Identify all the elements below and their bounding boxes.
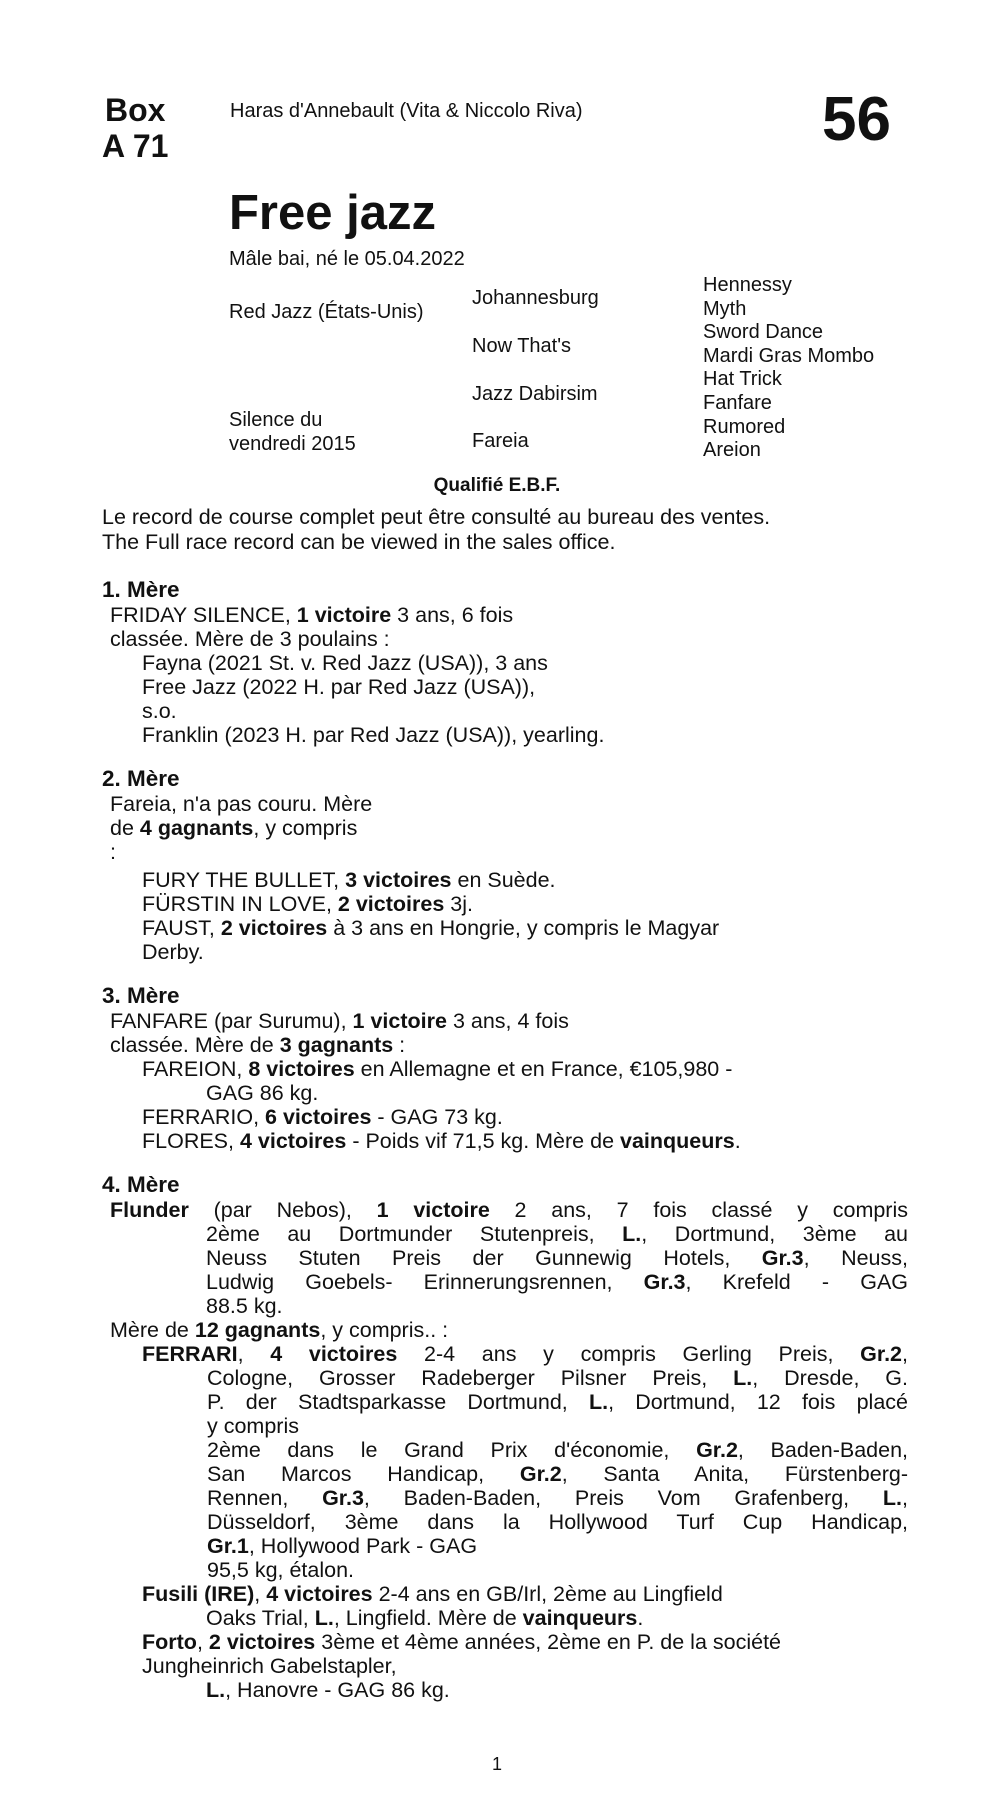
text-line: FÜRSTIN IN LOVE, 2 victoires 3j.	[142, 892, 473, 916]
pedigree-ggp: Rumored	[703, 415, 786, 438]
box-label	[102, 92, 168, 164]
text-line: Franklin (2023 H. par Red Jazz (USA)), yearling.	[142, 723, 605, 747]
text-line: P. der Stadtsparkasse Dortmund, L., Dortmund, 12 fois placé	[207, 1390, 909, 1414]
text-line: FAUST, 2 victoires à 3 ans en Hongrie, y compris le Magyar	[142, 916, 720, 940]
pedigree-grandparent: Jazz Dabirsim	[472, 383, 598, 405]
section-third-dam	[102, 984, 908, 1153]
text-line: FRIDAY SILENCE, 1 victoire 3 ans, 6 fois	[110, 603, 514, 627]
text-line: FERRARIO, 6 victoires - GAG 73 kg.	[142, 1105, 503, 1129]
text-line: Mère de 12 gagnants, y compris.. :	[110, 1318, 449, 1342]
text-line: FAREION, 8 victoires en Allemagne et en France, €105,980 -	[142, 1057, 733, 1081]
pedigree-ggp: Areion	[703, 439, 761, 462]
pedigree-ggp: Hennessy	[703, 274, 792, 296]
pedigree-sire: Red Jazz (États-Unis)	[229, 301, 424, 323]
text-line: Jungheinrich Gabelstapler,	[142, 1654, 397, 1678]
section-heading: 1. Mère	[102, 577, 180, 602]
text-line: Cologne, Grosser Radeberger Pilsner Preis, L., Dresde, G.	[207, 1366, 909, 1390]
text-line: FLORES, 4 victoires - Poids vif 71,5 kg. Mère de vainqueurs.	[142, 1129, 741, 1153]
text-line: FANFARE (par Surumu), 1 victoire 3 ans, 4 fois	[110, 1009, 569, 1033]
family-record	[102, 578, 908, 1702]
section-first-dam	[102, 578, 908, 747]
text-line: Rennen, Gr.3, Baden-Baden, Preis Vom Grafenberg, L.,	[207, 1486, 908, 1510]
text-line: GAG 86 kg.	[206, 1081, 319, 1105]
text-line: 2ème dans le Grand Prix d'économie, Gr.2, Baden-Baden,	[207, 1438, 908, 1462]
text-line: classée. Mère de 3 poulains :	[110, 627, 390, 651]
intro-fr: Le record de course complet peut être consulté au bureau des ventes.	[102, 505, 771, 529]
text-line: FERRARI, 4 victoires 2-4 ans y compris Gerling Preis, Gr.2,	[142, 1342, 908, 1366]
text-line: Ludwig Goebels- Erinnerungsrennen, Gr.3, Krefeld - GAG	[206, 1270, 909, 1294]
text-line: s.o.	[142, 699, 177, 723]
pedigree-ggp: Mardi Gras Mombo	[703, 344, 875, 367]
section-heading: 2. Mère	[102, 766, 180, 791]
text-line: Fayna (2021 St. v. Red Jazz (USA)), 3 ans	[142, 651, 548, 675]
pedigree-ggp: Fanfare	[703, 391, 772, 414]
section-heading: 3. Mère	[102, 983, 180, 1008]
text-line: Oaks Trial, L., Lingfield. Mère de vainqueurs.	[206, 1606, 644, 1630]
horse-name: Free jazz	[229, 186, 436, 240]
text-line: Neuss Stuten Preis der Gunnewig Hotels, Gr.3, Neuss,	[206, 1246, 908, 1270]
page-number: 1	[491, 1754, 502, 1774]
text-line: Düsseldorf, 3ème dans la Hollywood Turf Cup Handicap,	[207, 1510, 908, 1534]
box-number: A 71	[102, 128, 169, 164]
text-line: Flunder (par Nebos), 1 victoire 2 ans, 7 fois classé y compris	[110, 1198, 908, 1222]
text-line: :	[110, 840, 116, 864]
text-line: 88.5 kg.	[206, 1294, 283, 1318]
text-line: Free Jazz (2022 H. par Red Jazz (USA)),	[142, 675, 536, 699]
pedigree-ggp: Hat Trick	[703, 368, 782, 391]
text-line: de 4 gagnants, y compris	[110, 816, 358, 840]
text-line: L., Hanovre - GAG 86 kg.	[206, 1678, 450, 1702]
text-line: Forto, 2 victoires 3ème et 4ème années, 2ème en P. de la société	[142, 1630, 782, 1654]
qualification: Qualifié E.B.F.	[433, 475, 561, 496]
section-heading: 4. Mère	[102, 1172, 180, 1197]
section-fourth-dam	[102, 1173, 908, 1702]
pedigree-grandparent: Fareia	[472, 430, 529, 452]
text-line: Fusili (IRE), 4 victoires 2-4 ans en GB/Irl, 2ème au Lingfield	[142, 1582, 723, 1606]
text-line: Derby.	[142, 940, 204, 964]
text-line: FURY THE BULLET, 3 victoires en Suède.	[142, 868, 556, 892]
pedigree-dam: Silence du vendredi 2015	[229, 409, 356, 455]
text-line: 2ème au Dortmunder Stutenpreis, L., Dortmund, 3ème au	[206, 1222, 908, 1246]
text-line: Gr.1, Hollywood Park - GAG	[207, 1534, 478, 1558]
text-line: San Marcos Handicap, Gr.2, Santa Anita, Fürstenberg-	[207, 1462, 908, 1486]
intro-en: The Full race record can be viewed in the sales office.	[102, 530, 616, 554]
pedigree-grandparent: Johannesburg	[472, 287, 599, 309]
text-line: classée. Mère de 3 gagnants :	[110, 1033, 406, 1057]
horse-description: Mâle bai, né le 05.04.2022	[229, 248, 465, 270]
pedigree-great-grandparents	[703, 274, 874, 463]
owner-name: Haras d'Annebault (Vita & Niccolo Riva)	[230, 100, 583, 122]
pedigree-ggp: Myth	[703, 297, 747, 320]
box-title: Box	[104, 92, 166, 128]
text-line: 95,5 kg, étalon.	[207, 1558, 355, 1582]
intro-note	[102, 505, 982, 555]
pedigree-ggp: Sword Dance	[703, 321, 824, 344]
text-line: y compris	[207, 1414, 299, 1438]
pedigree-grandparent: Now That's	[472, 335, 572, 357]
lot-number: 56	[822, 85, 891, 154]
text-line: Fareia, n'a pas couru. Mère	[110, 792, 373, 816]
section-second-dam	[102, 767, 908, 964]
